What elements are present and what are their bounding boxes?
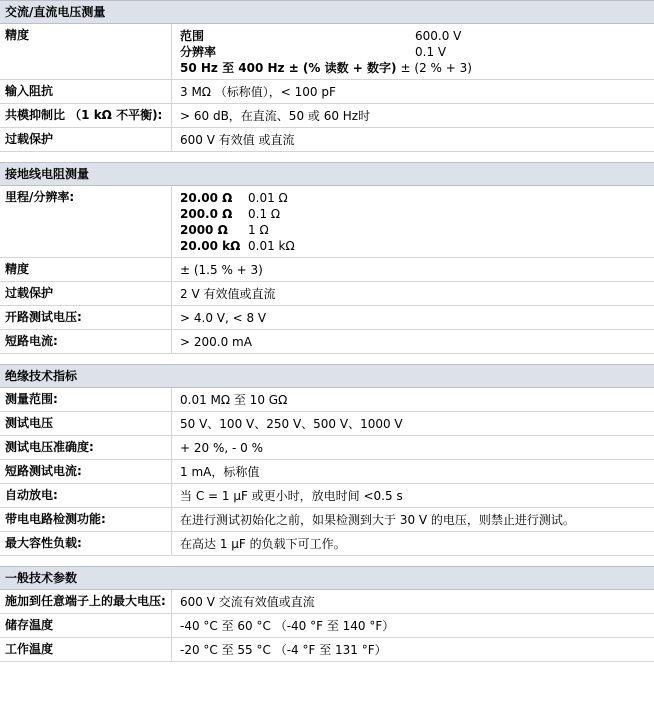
section-title: 绝缘技术指标 — [0, 364, 654, 388]
spec-label: 带电电路检测功能: — [0, 508, 172, 531]
section-title: 交流/直流电压测量 — [0, 0, 654, 24]
spec-label: 精度 — [0, 24, 172, 79]
spec-value: 在进行测试初始化之前，如果检测到大于 30 V 的电压，则禁止进行测试。 — [180, 513, 575, 527]
spec-value: 3 MΩ （标称值），< 100 pF — [180, 85, 336, 99]
spec-value: 600 V 交流有效值或直流 — [180, 595, 315, 609]
section-general — [0, 566, 654, 662]
spec-value: > 60 dB，在直流、50 或 60 Hz时 — [180, 109, 371, 123]
spec-value — [172, 186, 654, 257]
spec-label: 共模抑制比 （1 kΩ 不平衡): — [0, 104, 172, 127]
range-item — [180, 206, 649, 222]
range-item — [180, 238, 649, 254]
spec-label: 储存温度 — [0, 614, 172, 637]
accuracy-value: ± (2 % + 3) — [400, 61, 472, 75]
spec-row — [0, 460, 654, 484]
accuracy-key: 分辨率 — [180, 45, 217, 59]
spec-row — [0, 80, 654, 104]
spec-value: -40 °C 至 60 °C （-40 °F 至 140 °F） — [180, 619, 395, 633]
spec-value: ± (1.5 % + 3) — [180, 263, 263, 277]
section-title: 一般技术参数 — [0, 566, 654, 590]
spec-value: 2 V 有效值或直流 — [180, 287, 276, 301]
section-insulation — [0, 364, 654, 556]
spec-label: 工作温度 — [0, 638, 172, 661]
range-value: 0.1 Ω — [248, 207, 281, 221]
section-ground-resistance — [0, 162, 654, 354]
spec-row — [0, 330, 654, 354]
range-key: 200.0 Ω — [180, 207, 233, 221]
accuracy-value: 0.1 V — [415, 45, 447, 59]
spec-row — [0, 412, 654, 436]
spec-label: 最大容性负载: — [0, 532, 172, 555]
spec-value: 600 V 有效值 或直流 — [180, 133, 295, 147]
spec-label: 测量范围: — [0, 388, 172, 411]
spec-value: > 4.0 V, < 8 V — [180, 311, 267, 325]
section-ac-dc-voltage — [0, 0, 654, 152]
accuracy-value: 600.0 V — [415, 29, 462, 43]
spec-label: 精度 — [0, 258, 172, 281]
spec-value: + 20 %, - 0 % — [180, 441, 263, 455]
range-key: 20.00 kΩ — [180, 239, 241, 253]
accuracy-item — [180, 44, 649, 60]
spec-label: 测试电压准确度: — [0, 436, 172, 459]
spec-label: 输入阻抗 — [0, 80, 172, 103]
accuracy-item — [180, 60, 649, 76]
spec-row — [0, 638, 654, 662]
spec-value: 当 C = 1 μF 或更小时，放电时间 <0.5 s — [180, 489, 403, 503]
accuracy-key: 50 Hz 至 400 Hz ± (% 读数 + 数字) — [180, 61, 397, 75]
accuracy-key: 范围 — [180, 29, 205, 43]
spec-row — [0, 614, 654, 638]
spec-value: 在高达 1 μF 的负载下可工作。 — [180, 537, 346, 551]
spec-row — [0, 388, 654, 412]
range-item — [180, 190, 649, 206]
accuracy-item — [180, 28, 649, 44]
range-item — [180, 222, 649, 238]
spec-value — [172, 24, 654, 79]
spec-value: 1 mA，标称值 — [180, 465, 260, 479]
spec-row — [0, 532, 654, 556]
spec-value: 50 V、100 V、250 V、500 V、1000 V — [180, 417, 403, 431]
spec-value: -20 °C 至 55 °C （-4 °F 至 131 °F） — [180, 643, 387, 657]
spec-row — [0, 590, 654, 614]
spec-value: > 200.0 mA — [180, 335, 252, 349]
range-value: 0.01 kΩ — [248, 239, 295, 253]
spec-row — [0, 508, 654, 532]
spec-row — [0, 282, 654, 306]
spec-row — [0, 104, 654, 128]
range-key: 20.00 Ω — [180, 191, 233, 205]
spec-row-accuracy — [0, 24, 654, 80]
spec-row — [0, 436, 654, 460]
range-key: 2000 Ω — [180, 223, 228, 237]
spec-row — [0, 258, 654, 282]
spec-label: 过载保护 — [0, 282, 172, 305]
range-value: 0.01 Ω — [248, 191, 288, 205]
spec-label: 测试电压 — [0, 412, 172, 435]
spec-row-range — [0, 186, 654, 258]
spec-label: 过载保护 — [0, 128, 172, 151]
spec-label: 自动放电: — [0, 484, 172, 507]
range-value: 1 Ω — [248, 223, 269, 237]
spec-row — [0, 306, 654, 330]
spec-value: 0.01 MΩ 至 10 GΩ — [180, 393, 288, 407]
spec-label: 短路电流: — [0, 330, 172, 353]
spec-label: 短路测试电流: — [0, 460, 172, 483]
spec-label: 施加到任意端子上的最大电压: — [0, 590, 172, 613]
section-title: 接地线电阻测量 — [0, 162, 654, 186]
spec-row — [0, 484, 654, 508]
spec-label: 开路测试电压: — [0, 306, 172, 329]
spec-label: 里程/分辨率: — [0, 186, 172, 257]
spec-row — [0, 128, 654, 152]
